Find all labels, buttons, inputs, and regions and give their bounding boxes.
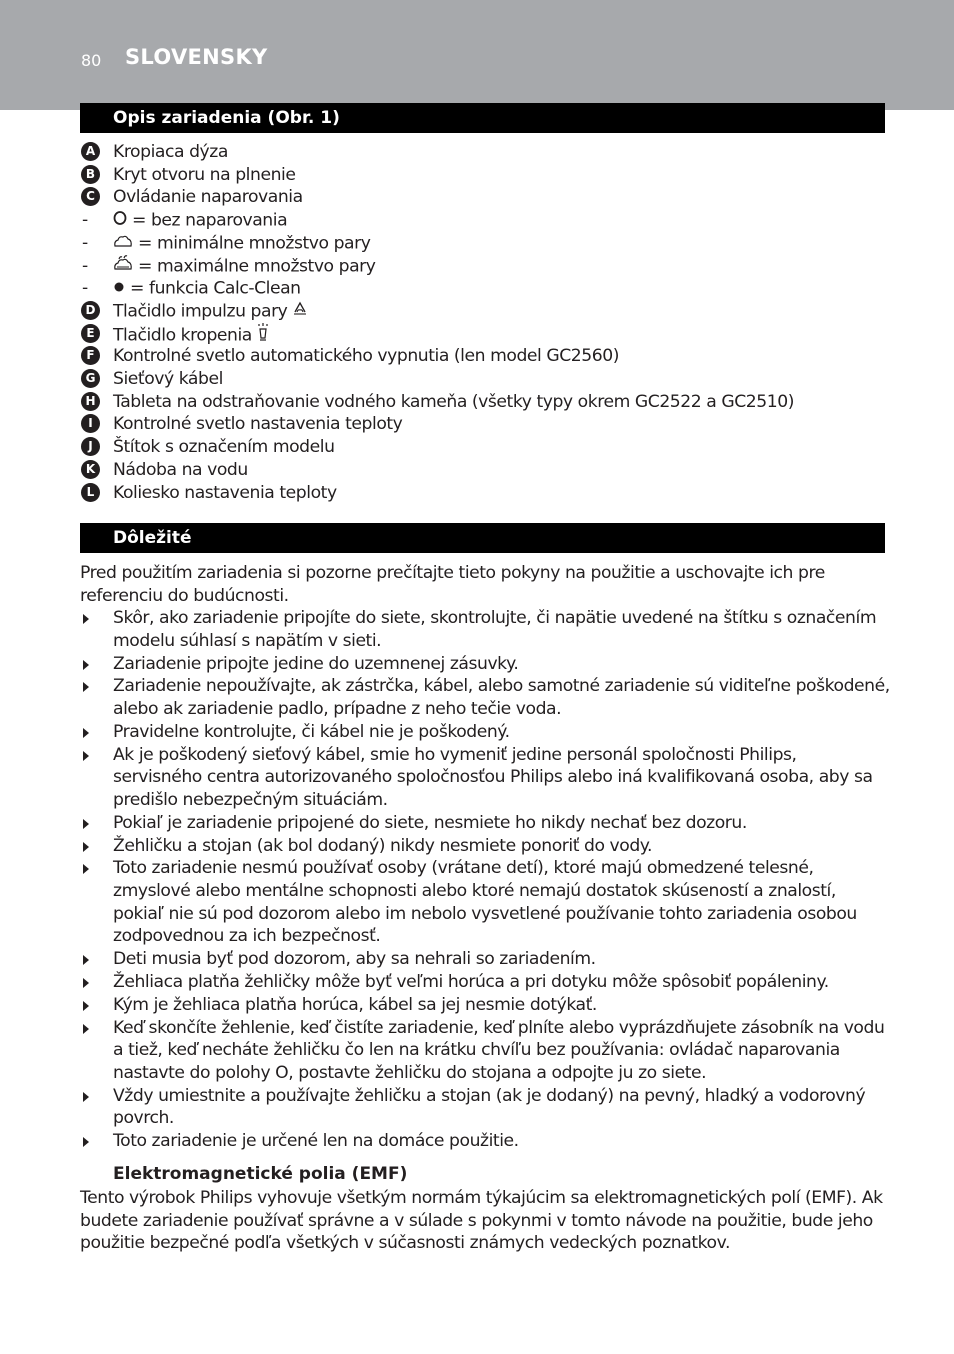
letter-badge: I: [81, 414, 100, 433]
letter-badge: C: [81, 187, 100, 206]
item-line: [113, 391, 794, 414]
bullet-item: [80, 1017, 890, 1085]
letter-badge: K: [81, 460, 100, 479]
item-text: = maximálne množstvo pary: [138, 255, 376, 276]
intro-paragraph: Pred použitím zariadenia si pozorne prečítajte tieto pokyny na použitie a uschovajte ich pre referenciu do budúcnosti.: [80, 563, 825, 606]
item-text: Sieťový kábel: [113, 369, 223, 389]
letter-badge: L: [81, 483, 100, 502]
item-text: Nádoba na vodu: [113, 459, 248, 480]
dash-marker: -: [82, 255, 88, 276]
bullet-item: [80, 1085, 890, 1130]
bullet-item: [80, 1130, 890, 1153]
letter-badge: E: [81, 324, 100, 343]
item-line: [113, 413, 402, 436]
bullet-text: Pravidelne kontrolujte, či kábel nie je poškodený.: [113, 721, 510, 742]
circle-o-icon: [113, 209, 127, 232]
bullet-text: Vždy umiestnite a používajte žehličku a stojan (ak je dodaný) na pevný, hladký a vodorovný povrch.: [113, 1085, 866, 1129]
bullet-text: Skôr, ako zariadenie pripojíte do siete, skontrolujte, či napätie uvedené na štítku s označením modelu súhlasí s napätím v sieti.: [113, 608, 877, 651]
item-line: [113, 232, 370, 255]
item-line: [113, 300, 308, 323]
letter-badge: H: [81, 392, 100, 411]
item-line: [113, 482, 337, 505]
item-text: = funkcia Calc-Clean: [130, 278, 301, 299]
bullet-text: Zariadenie pripojte jedine do uzemnenej zásuvky.: [113, 653, 519, 674]
letter-badge: F: [81, 346, 100, 365]
bullet-marker: [83, 614, 89, 624]
item-text: Ovládanie naparovania: [113, 187, 303, 208]
bullet-item: [80, 948, 890, 971]
letter-badge: A: [81, 142, 100, 161]
item-text: Kontrolné svetlo nastavenia teploty: [113, 414, 403, 435]
dash-marker: -: [82, 278, 88, 299]
bullet-text: Žehliaca platňa žehličky môže byť veľmi horúca a pri dotyku môže spôsobiť popáleniny.: [113, 972, 829, 992]
bullet-item: [80, 721, 890, 744]
item-text: = bez naparovania: [132, 210, 288, 231]
bullet-item: [80, 744, 890, 812]
item-line: [113, 436, 335, 459]
bullet-text: Žehličku a stojan (ak bol dodaný) nikdy nesmiete ponoriť do vody.: [113, 835, 653, 856]
item-line: [113, 209, 287, 232]
language-title: SLOVENSKY: [125, 45, 268, 69]
spray-icon: [257, 323, 269, 348]
bullet-marker: [83, 1137, 89, 1147]
bullet-marker: [83, 819, 89, 829]
dash-marker: -: [82, 232, 88, 253]
bullet-marker: [83, 864, 89, 874]
bullet-item: [80, 812, 890, 835]
letter-badge: G: [81, 369, 100, 388]
bullet-marker: [83, 682, 89, 692]
letter-badge: D: [81, 301, 100, 320]
item-text: Kryt otvoru na plnenie: [113, 164, 296, 185]
steam-shot-icon: [292, 300, 308, 323]
item-text: Štítok s označením modelu: [113, 437, 335, 458]
bullet-marker: [83, 1024, 89, 1034]
page-header: [0, 0, 954, 110]
item-line: [113, 459, 248, 482]
item-line: [113, 255, 376, 278]
bullet-marker: [83, 1092, 89, 1102]
item-line: [113, 368, 223, 391]
bullet-marker: [83, 660, 89, 670]
item-text: Kropiaca dýza: [113, 142, 228, 162]
bullet-item: [80, 835, 890, 858]
bullet-item: [80, 653, 890, 676]
item-line: [113, 323, 269, 348]
item-text: = minimálne množstvo pary: [138, 233, 371, 254]
bullet-item: [80, 994, 890, 1017]
item-text: Kontrolné svetlo automatického vypnutia (len model GC2560): [113, 346, 619, 367]
section-heading-description: Opis zariadenia (Obr. 1): [80, 103, 885, 133]
bullet-text: Pokiaľ je zariadenie pripojené do siete, nesmiete ho nikdy nechať bez dozoru.: [113, 812, 747, 833]
bullet-marker: [83, 1001, 89, 1011]
bullet-marker: [83, 978, 89, 988]
bullet-text: Ak je poškodený sieťový kábel, smie ho vymeniť jedine personál spoločnosti Philips, servisného centra autorizovaného spoločnosťou Philips alebo iná kvalifikovaná osoba, aby sa predišlo nebezpečným situáciám.: [113, 744, 873, 810]
bullet-item: [80, 607, 890, 652]
bullet-item: [80, 971, 890, 994]
item-line: [113, 164, 295, 187]
bullet-text: Kým je žehliaca platňa horúca, kábel sa jej nesmie dotýkať.: [113, 994, 597, 1015]
emf-heading: Elektromagnetické polia (EMF): [113, 1164, 408, 1184]
bullet-text: Toto zariadenie nesmú používať osoby (vrátane detí), ktoré majú obmedzené telesné, zmyslové alebo mentálne schopnosti alebo ktoré nemajú dostatok skúseností a znalostí, pokiaľ nie sú pod dozorom alebo im nebolo vysvetlené používanie tohto zariadenia osobou zodpovednou za ich bezpečnosť.: [113, 858, 857, 947]
steam-min-icon: [113, 232, 133, 255]
letter-badge: J: [81, 437, 100, 456]
bullet-marker: [83, 751, 89, 761]
bullet-text: Toto zariadenie je určené len na domáce použitie.: [113, 1131, 519, 1152]
bullet-item: [80, 675, 890, 720]
page-number: 80: [81, 51, 102, 70]
section-heading-important: Dôležité: [80, 523, 885, 553]
item-text: Koliesko nastavenia teploty: [113, 482, 337, 503]
letter-badge: B: [81, 165, 100, 184]
item-line: [113, 345, 619, 368]
bullet-marker: [83, 842, 89, 852]
dot-icon: [113, 277, 125, 300]
bullet-text: Zariadenie nepoužívajte, ak zástrčka, kábel, alebo samotné zariadenie sú viditeľne poškodené, alebo ak zariadenie padlo, prípadne z neho tečie voda.: [113, 676, 890, 719]
bullet-marker: [83, 728, 89, 738]
item-text: Tlačidlo impulzu pary: [113, 301, 288, 322]
item-line: [113, 186, 303, 209]
item-line: [113, 277, 301, 300]
steam-max-icon: [113, 255, 133, 278]
item-text: Tlačidlo kropenia: [113, 324, 252, 345]
bullet-text: Deti musia byť pod dozorom, aby sa nehrali so zariadením.: [113, 949, 596, 970]
bullet-text: Keď skončíte žehlenie, keď čistíte zariadenie, keď plníte alebo vyprázdňujete zásobník na vodu a tiež, keď necháte žehličku čo len na krátku chvíľu bez používania: ovládač naparovania nastavte do polohy O, postavte žehličku do stojana a odpojte ju zo siete.: [113, 1017, 885, 1083]
bullet-marker: [83, 955, 89, 965]
item-line: [113, 141, 228, 164]
bullet-item: [80, 857, 890, 948]
dash-marker: -: [82, 210, 88, 231]
emf-paragraph: Tento výrobok Philips vyhovuje všetkým normám týkajúcim sa elektromagnetických polí (EMF). Ak budete zariadenie používať správne a v súlade s pokynmi v tomto návode na použitie, bude jeho použitie bezpečné podľa všetkých v súčasnosti známych vedeckých poznatkov.: [80, 1188, 883, 1254]
item-text: Tableta na odstraňovanie vodného kameňa (všetky typy okrem GC2522 a GC2510): [113, 391, 794, 412]
